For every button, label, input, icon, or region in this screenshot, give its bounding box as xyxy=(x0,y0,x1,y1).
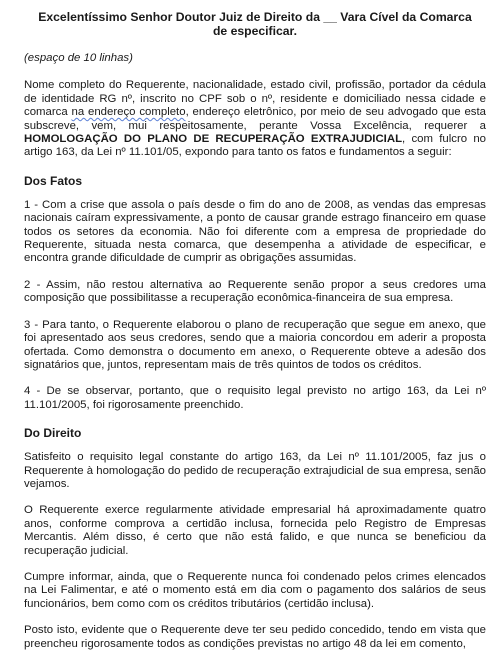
fatos-paragraph-4: 4 - De se observar, portanto, que o requisito legal previsto no artigo 163, da Lei nº 11.101/2005, foi rigorosamente preenchido. xyxy=(24,385,486,411)
fatos-paragraph-1: 1 - Com a crise que assola o país desde o fim do ano de 2008, as vendas das empresas nacionais caíram expressivamente, a ponto de causar grande estrago financeiro em quase todos os setores da economia. Não foi diferente com a empresa de propriedade do Requerente, situada nesta comarca, que desempenha a atividade de especificar, e encontra grande dificuldade de cumprir as obrigações assumidas. xyxy=(24,198,486,265)
document-header xyxy=(24,0,486,38)
section-title-direito: Do Direito xyxy=(24,426,82,441)
intro-text-1: Nome completo do Requerente, nacionalidade, estado civil, profissão, portador da cédula de identidade RG nº, inscrito no CPF sob o nº, residente e domiciliado nessa cidade e comarca xyxy=(24,79,486,119)
header-line-1: Excelentíssimo Senhor Doutor Juiz de Direito da __ Vara Cível da Comarca xyxy=(38,10,472,24)
intro-bold-request: HOMOLOGAÇÃO DO PLANO DE RECUPERAÇÃO EXTRAJUDICIAL xyxy=(24,133,403,146)
intro-paragraph xyxy=(24,79,486,159)
fatos-paragraph-2: 2 - Assim, não restou alternativa ao Requerente senão propor a seus credores uma composição que possibilitasse a recuperação econômica-financeira de sua empresa. xyxy=(24,278,486,305)
spacing-note: (espaço de 10 linhas) xyxy=(24,52,133,64)
header-line-2: de especificar. xyxy=(212,24,297,38)
direito-paragraph-1: Satisfeito o requisito legal constante do artigo 163, da Lei nº 11.101/2005, faz jus o Requerente à homologação do pedido de recuperação extrajudicial de sua empresa, senão vejamos. xyxy=(24,451,486,490)
section-title-fatos: Dos Fatos xyxy=(24,173,83,188)
direito-paragraph-4: Posto isto, evidente que o Requerente deve ter seu pedido concedido, tendo em vista que preencheu rigorosamente todos as condições previstas no artigo 48 da lei em comento, xyxy=(24,624,486,650)
spellcheck-underlined-text: na endereço completo xyxy=(71,106,186,119)
direito-paragraph-2: O Requerente exerce regularmente atividade empresarial há aproximadamente quatro anos, conforme comprova a certidão inclusa, fornecida pelo Registro de Empresas Mercantis. Além disso, é certo que não está falido, e que nunca se beneficiou da recuperação judicial. xyxy=(24,504,486,557)
direito-paragraph-3: Cumpre informar, ainda, que o Requerente nunca foi condenado pelos crimes elencados na Lei Falimentar, e até o momento está em dia com o pagamento dos salários de seus funcionários, bem como com os créditos tributários (certidão inclusa). xyxy=(24,570,486,610)
intro-text-3: , com fulcro no artigo 163, da Lei nº 11.101/05, expondo para tanto os fatos e fundamentos a seguir: xyxy=(24,133,486,159)
fatos-paragraph-3: 3 - Para tanto, o Requerente elaborou o plano de recuperação que segue em anexo, que foi apresentado aos seus credores, sendo que a maioria concordou em aderir a proposta ofertada. Como demonstra o documento em anexo, o Requerente obteve a adesão dos signatários que, juntos, representam mais de três quintos de todos os créditos. xyxy=(24,318,486,371)
intro-text-2: , endereço eletrônico, por meio de seu advogado que esta subscreve, vem, mui respeitosamente, perante Vossa Excelência, requerer a xyxy=(24,106,486,132)
